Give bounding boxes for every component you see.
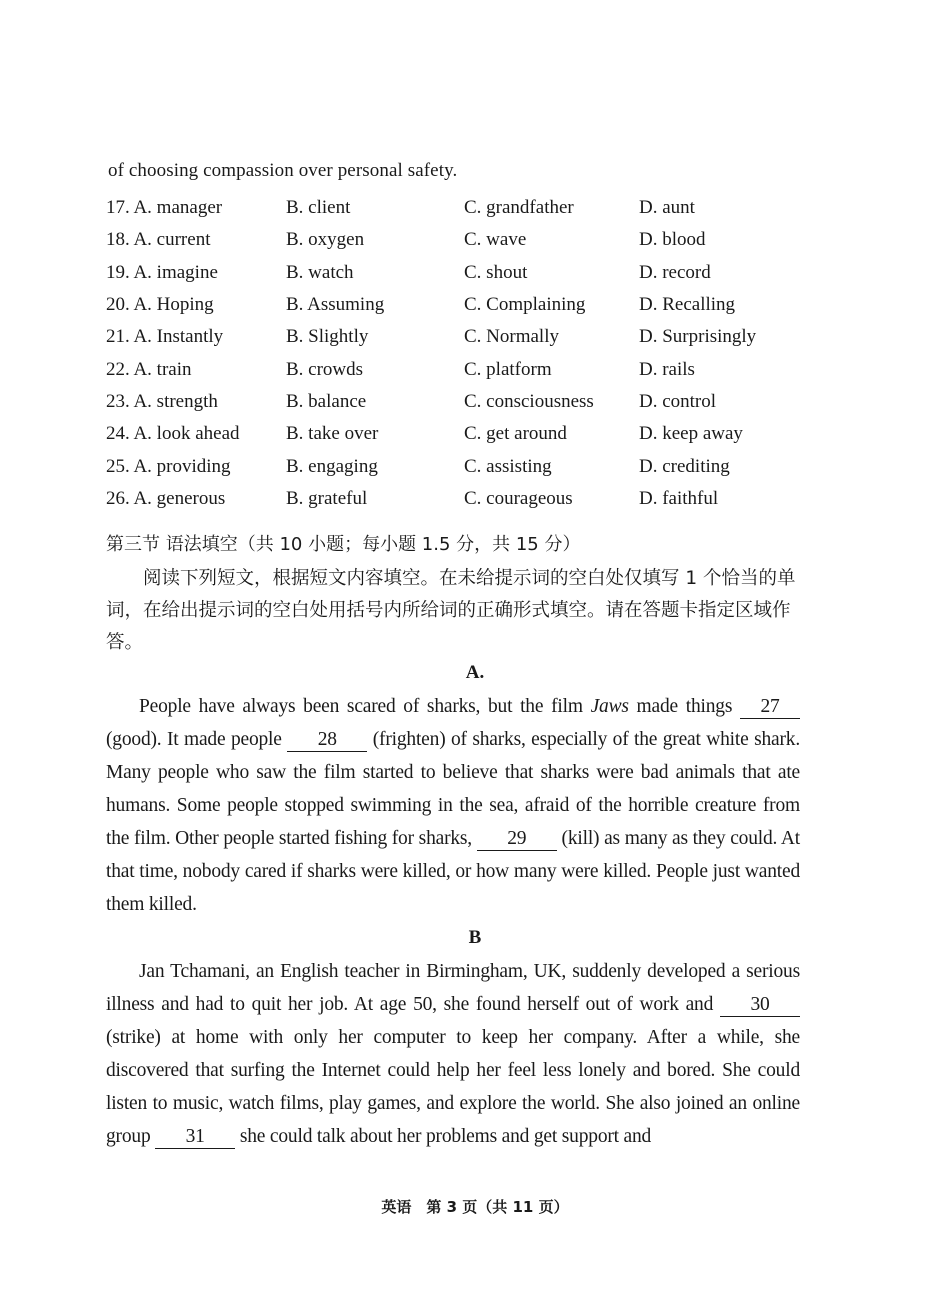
film-title: Jaws xyxy=(590,696,629,717)
option-a: 21. A. Instantly xyxy=(106,326,224,348)
blank-29[interactable]: 29 xyxy=(477,828,557,851)
blank-30[interactable]: 30 xyxy=(720,994,800,1017)
option-c: C. shout xyxy=(464,261,528,283)
option-row-24 xyxy=(106,418,826,450)
page-footer: 英语 第 3 页（共 11 页） xyxy=(381,1198,569,1216)
blank-28[interactable]: 28 xyxy=(287,729,367,752)
option-d: D. Recalling xyxy=(639,294,736,316)
option-b: B. oxygen xyxy=(286,229,365,251)
section-heading: 第三节 语法填空（共 10 小题；每小题 1.5 分，共 15 分） xyxy=(106,534,581,555)
passage-a-text: People have always been scared of sharks, but the film Jaws made things 27 (good). It made people 28 (frighten) of sharks, especially of the great white shark. Many people who saw the film started to believe that sharks were bad animals that ate humans. Some people stopped swimming in the sea, afraid of the horrible creature from the film. Other people started fishing for sharks, 29 (kill) as many as they could. At that time, nobody cared if sharks were killed, or how many were killed. People just wanted them killed. xyxy=(106,696,800,915)
option-d: D. record xyxy=(639,261,711,283)
option-row-22 xyxy=(106,353,826,385)
option-c: C. platform xyxy=(464,358,552,380)
option-d: D. rails xyxy=(639,358,695,380)
option-b: B. grateful xyxy=(286,487,368,509)
option-row-19 xyxy=(106,257,826,289)
option-a: 20. A. Hoping xyxy=(106,294,214,316)
option-row-26 xyxy=(106,483,826,515)
option-c: C. wave xyxy=(464,229,527,251)
option-a: 24. A. look ahead xyxy=(106,423,240,445)
option-row-25 xyxy=(106,450,826,482)
cloze-options xyxy=(106,192,826,515)
option-a: 19. A. imagine xyxy=(106,261,218,283)
option-d: D. aunt xyxy=(639,197,695,219)
option-row-21 xyxy=(106,321,826,353)
option-b: B. balance xyxy=(286,390,367,412)
option-d: D. faithful xyxy=(639,487,719,509)
option-d: D. keep away xyxy=(639,423,743,445)
section-instructions: 阅读下列短文，根据短文内容填空。在未给提示词的空白处仅填写 1 个恰当的单词，在给出提示词的空白处用括号内所给词的正确形式填空。请在答题卡指定区域作答。 xyxy=(106,568,796,653)
passage-b-title: B xyxy=(468,927,482,948)
option-c: C. courageous xyxy=(464,487,573,509)
intro-line: of choosing compassion over personal safety. xyxy=(108,160,458,181)
option-c: C. Complaining xyxy=(464,294,586,316)
option-b: B. engaging xyxy=(286,455,378,477)
option-a: 25. A. providing xyxy=(106,455,231,477)
option-c: C. Normally xyxy=(464,326,559,348)
option-row-20 xyxy=(106,289,826,321)
option-d: D. control xyxy=(639,390,717,412)
option-b: B. take over xyxy=(286,423,379,445)
option-d: D. blood xyxy=(639,229,706,251)
option-b: B. Slightly xyxy=(286,326,369,348)
option-c: C. consciousness xyxy=(464,390,594,412)
option-c: C. assisting xyxy=(464,455,552,477)
passage-a-title: A. xyxy=(465,662,485,683)
option-c: C. get around xyxy=(464,423,567,445)
option-b: B. watch xyxy=(286,261,354,283)
option-a: 22. A. train xyxy=(106,358,192,380)
option-row-17 xyxy=(106,192,826,224)
option-b: B. Assuming xyxy=(286,294,385,316)
option-a: 17. A. manager xyxy=(106,197,223,219)
option-c: C. grandfather xyxy=(464,197,574,219)
option-b: B. crowds xyxy=(286,358,364,380)
option-d: D. Surprisingly xyxy=(639,326,757,348)
option-row-23 xyxy=(106,386,826,418)
option-a: 26. A. generous xyxy=(106,487,226,509)
option-a: 23. A. strength xyxy=(106,390,218,412)
option-a: 18. A. current xyxy=(106,229,211,251)
option-b: B. client xyxy=(286,197,351,219)
option-row-18 xyxy=(106,224,826,256)
passage-b-text: Jan Tchamani, an English teacher in Birmingham, UK, suddenly developed a serious illness and had to quit her job. At age 50, she found herself out of work and 30 (strike) at home with only her computer to keep her company. After a while, she discovered that surfing the Internet could help her feel less lonely and bored. She could listen to music, watch films, play games, and explore the world. She also joined an online group 31 she could talk about her problems and get support and xyxy=(106,961,800,1147)
blank-31[interactable]: 31 xyxy=(155,1126,235,1149)
blank-27[interactable]: 27 xyxy=(740,696,800,719)
option-d: D. crediting xyxy=(639,455,730,477)
